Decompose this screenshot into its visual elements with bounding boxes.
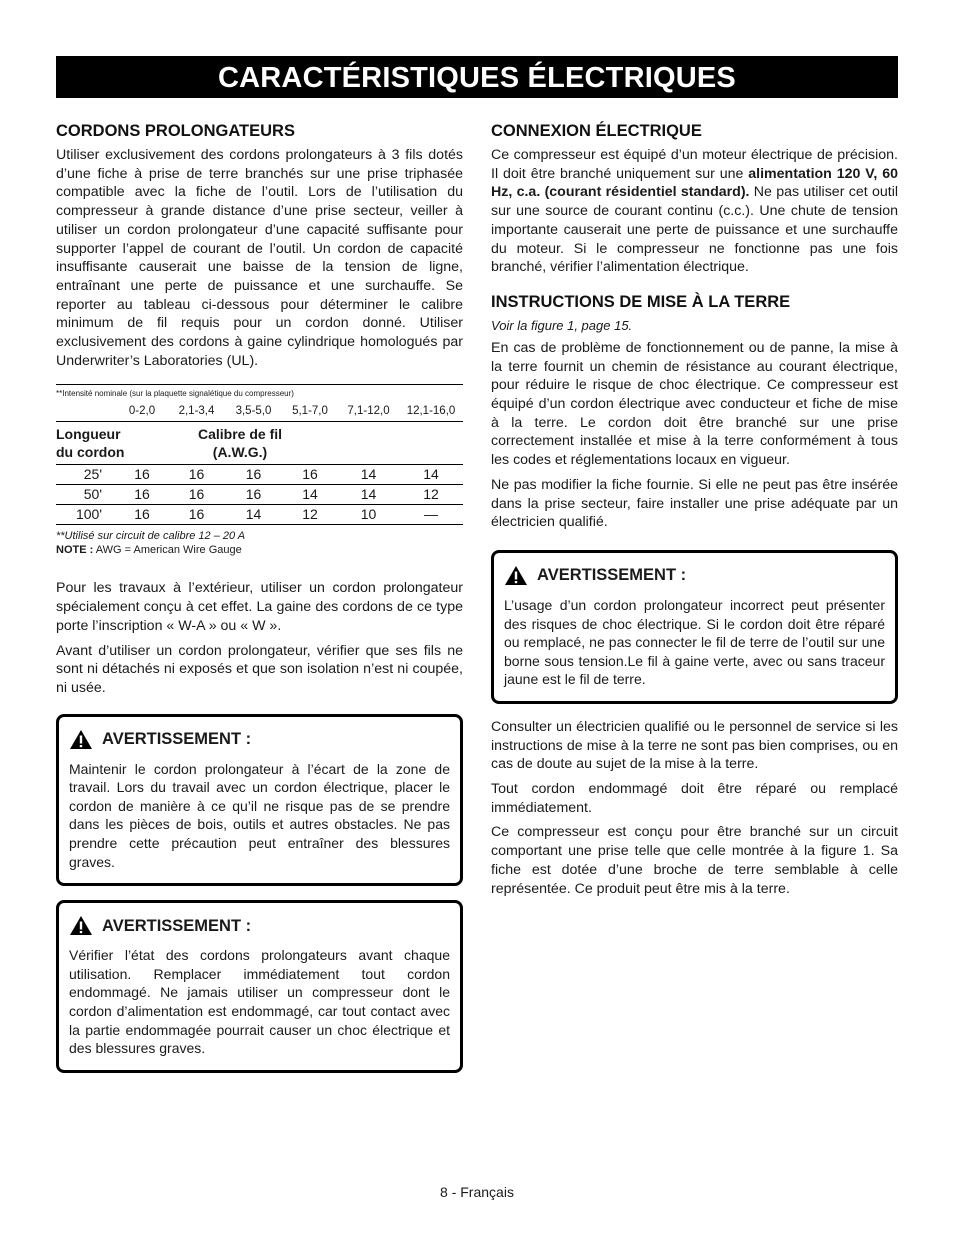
table-cell: 16 bbox=[134, 466, 150, 483]
warning-title: AVERTISSEMENT : bbox=[102, 730, 252, 749]
table-row bbox=[56, 465, 463, 485]
table-cell: 14 bbox=[360, 486, 377, 503]
header-line: Calibre de fil bbox=[197, 426, 283, 443]
table-cell: 12 bbox=[302, 506, 318, 523]
warning-box-work-area bbox=[56, 714, 463, 887]
warning-triangle-icon bbox=[504, 565, 528, 586]
figure-reference: Voir la figure 1, page 15. bbox=[491, 317, 633, 333]
table-cell: 16 bbox=[245, 486, 262, 503]
page-number: 8 - Français bbox=[440, 1184, 514, 1200]
page-title: CARACTÉRISTIQUES ÉLECTRIQUES bbox=[56, 56, 898, 98]
table-cell: 16 bbox=[188, 486, 205, 503]
amp-range: 0-2,0 bbox=[128, 405, 156, 418]
table-row bbox=[56, 485, 463, 505]
wire-gauge-table bbox=[56, 384, 463, 557]
table-cell: 16 bbox=[188, 466, 205, 483]
wire-gauge-header bbox=[194, 425, 286, 461]
note-label: NOTE : bbox=[56, 544, 94, 557]
outdoor-use-paragraph: Pour les travaux à l’extérieur, utiliser un cordon prolongateur spécialement conçu à cet effet. La gaine des cordons de ce type porte l’inscription « W-A » ou « W ». bbox=[56, 580, 463, 634]
consult-electrician-paragraph: Consulter un électricien qualifié ou le personnel de service si les instructions de mise à la terre ne sont pas bien comprises, ou en cas de doute au sujet de la mise à la terre. bbox=[491, 718, 898, 773]
table-row bbox=[56, 505, 463, 525]
amp-range: 12,1-16,0 bbox=[406, 405, 456, 418]
warning-title: AVERTISSEMENT : bbox=[102, 916, 252, 935]
table-cell: 16 bbox=[245, 466, 262, 483]
amp-range: 7,1-12,0 bbox=[347, 405, 390, 418]
amp-rating-note: **Intensité nominale (sur la plaquette signalétique du compresseur) bbox=[56, 389, 294, 399]
text-run: Ce compresseur est équipé d’un moteur électrique de précision. Il doit être branché uniquement sur une bbox=[491, 147, 898, 182]
table-cell: 14 bbox=[245, 506, 262, 523]
header-line: Longueur bbox=[56, 426, 121, 443]
section-heading-electrical-connection: CONNEXION ÉLECTRIQUE bbox=[491, 122, 702, 140]
note-text: AWG = American Wire Gauge bbox=[93, 544, 242, 557]
warning-triangle-icon bbox=[69, 729, 93, 750]
amp-range: 3,5-5,0 bbox=[235, 405, 272, 418]
circuit-design-paragraph: Ce compresseur est conçu pour être branché sur un circuit comportant une prise telle que celle montrée à la figure 1. Sa fiche est dotée d’une broche de terre semblable à celle représentée. Ce produit peut être mis à la terre. bbox=[491, 824, 898, 897]
table-cell: 50' bbox=[83, 486, 102, 503]
electrical-connection-paragraph bbox=[491, 146, 898, 277]
right-column bbox=[491, 120, 898, 904]
table-note bbox=[56, 543, 463, 557]
before-use-paragraph: Avant d’utiliser un cordon prolongateur, vérifier que ses fils ne sont ni détachés ni exposés et que son isolation n’est ni coupée, ni usée. bbox=[56, 642, 463, 696]
amp-range-row bbox=[56, 399, 463, 421]
table-cell: 16 bbox=[188, 506, 205, 523]
section-heading-grounding: INSTRUCTIONS DE MISE À LA TERRE bbox=[491, 292, 791, 311]
table-cell: 14 bbox=[302, 486, 318, 503]
amp-range: 5,1-7,0 bbox=[292, 405, 328, 418]
warning-box-check-cords bbox=[56, 900, 463, 1073]
header-line: du cordon bbox=[56, 444, 125, 461]
warning-box-grounding bbox=[491, 550, 898, 704]
table-footnote: **Utilisé sur circuit de calibre 12 – 20 A bbox=[56, 530, 246, 543]
table-cell: — bbox=[424, 506, 438, 523]
table-cell: 16 bbox=[134, 506, 150, 523]
table-cell: 12 bbox=[423, 486, 439, 503]
cord-length-header bbox=[56, 425, 194, 461]
table-cell: 14 bbox=[360, 466, 377, 483]
warning-title: AVERTISSEMENT : bbox=[537, 566, 687, 585]
table-cell: 16 bbox=[302, 466, 318, 483]
warning-triangle-icon bbox=[69, 915, 93, 936]
grounding-paragraph-2: Ne pas modifier la fiche fournie. Si elle ne peut pas être insérée dans la prise secteur, faire installer une prise adéquate par un électricien qualifié. bbox=[491, 476, 898, 531]
warning-text: Vérifier l’état des cordons prolongateurs avant chaque utilisation. Remplacer immédiatement tout cordon endommagé. Ne jamais utiliser un compresseur dont le cordon d’alimentation est endommagé, car tout contact avec la partie endommagée pourrait causer un choc électrique et des blessures graves. bbox=[69, 947, 450, 1057]
table-cell: 10 bbox=[360, 506, 377, 523]
power-spec-bold: alimentation 120 V, 60 Hz, c.a. (courant résidentiel standard). bbox=[491, 165, 898, 201]
amp-range: 2,1-3,4 bbox=[178, 405, 215, 418]
left-column bbox=[56, 120, 463, 1073]
grounding-paragraph-1: En cas de problème de fonctionnement ou de panne, la mise à la terre fournit un chemin de résistance au courant électrique, pour réduire le risque de choc électrique. Ce compresseur est équipé d’un cordon électrique avec conducteur et fiche de mise à la terre. Le cordon doit être branché sur une prise correctement installée et mise à la terre conformément à tous les codes et réglementations locaux en vigueur. bbox=[491, 339, 898, 469]
warning-header bbox=[69, 915, 450, 936]
table-header bbox=[56, 421, 463, 465]
table-cell: 25' bbox=[83, 466, 102, 483]
header-line: (A.W.G.) bbox=[212, 444, 268, 461]
table-cell: 16 bbox=[134, 486, 150, 503]
table-cell: 100' bbox=[75, 506, 102, 523]
damaged-cord-paragraph: Tout cordon endommagé doit être réparé ou remplacé immédiatement. bbox=[491, 781, 898, 816]
table-cell: 14 bbox=[423, 466, 439, 483]
extension-cords-intro: Utiliser exclusivement des cordons prolongateurs à 3 fils dotés d’une fiche à prise de terre branchés sur une prise triphasée compatible avec la fiche de l’outil. Lors de l’utilisation du compresseur à grande distance d’une prise secteur, veiller à utiliser un cordon prolongateur d’une capacité suffisante pour supporter l’appel de courant de l’outil. Un cordon de capacité insuffisante causerait une baisse de la tension de ligne, entraînant une perte de puissance et une surchauffe. Se reporter au tableau ci-dessous pour déterminer le calibre minimum de fil requis pour un cordon donné. Utiliser exclusivement des cordons à gaine cylindrique homologués par Underwriter’s Laboratories (UL). bbox=[56, 147, 463, 369]
text-run: Ne pas utiliser cet outil sur une source de courant continu (c.c.). Une chute de tension importante causerait une perte de puissance et une surchauffe du moteur. Si le compresseur ne fonctionne pas une fois branché, vérifier l’alimentation électrique. bbox=[491, 184, 898, 276]
warning-header bbox=[69, 729, 450, 750]
section-heading-extension-cords: CORDONS PROLONGATEURS bbox=[56, 122, 295, 140]
warning-header bbox=[504, 565, 885, 586]
warning-text: L’usage d’un cordon prolongateur incorrect peut présenter des risques de choc électrique. Si le cordon doit être réparé ou remplacé, ne pas connecter le fil de terre de l’outil sur une borne sous tension.Le fil à gaine verte, avec ou sans traceur jaune est le fil de terre. bbox=[504, 596, 885, 688]
warning-text: Maintenir le cordon prolongateur à l’écart de la zone de travail. Lors du travail avec un cordon électrique, placer le cordon de manière à ce qu’il ne risque pas de se prendre dans les pièces de bois, outils et autres obstacles. Ne pas prendre cette précaution peut entraîner des blessures graves. bbox=[69, 760, 450, 870]
